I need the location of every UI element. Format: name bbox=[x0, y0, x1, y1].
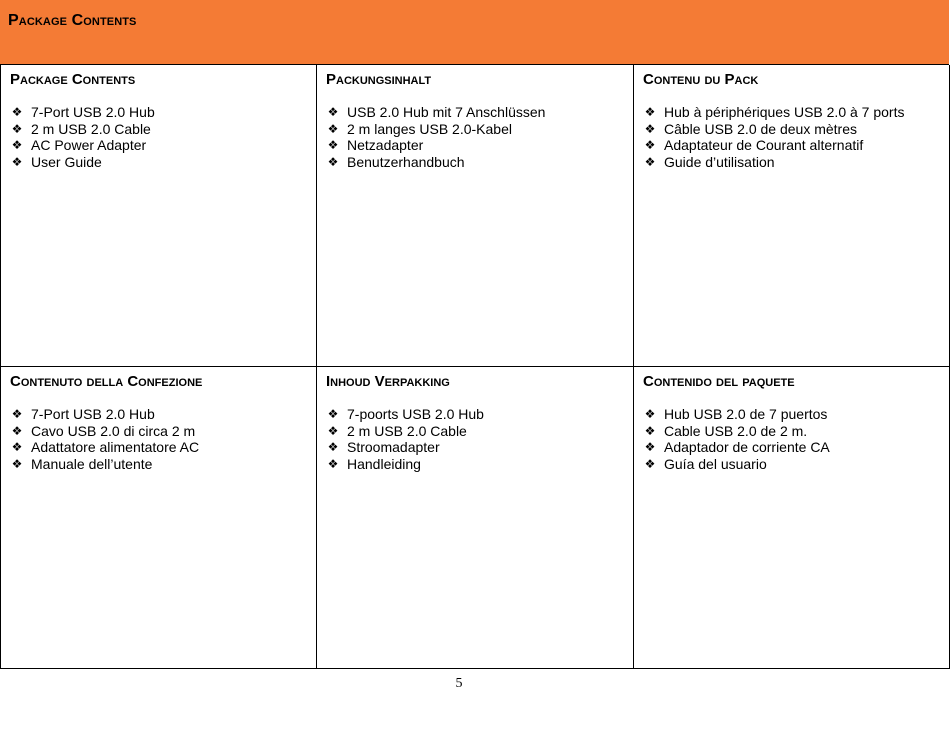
item-label: 7-poorts USB 2.0 Hub bbox=[347, 406, 484, 422]
page-number: 5 bbox=[455, 676, 463, 691]
item-label: Hub à périphériques USB 2.0 à 7 ports bbox=[664, 104, 905, 120]
diamond-bullet-icon: ❖ bbox=[644, 138, 656, 153]
list-item bbox=[10, 104, 308, 121]
item-label: Adaptateur de Courant alternatif bbox=[664, 137, 864, 154]
diamond-bullet-icon: ❖ bbox=[11, 121, 23, 136]
contents-table bbox=[0, 65, 949, 669]
page-title: Package Contents bbox=[8, 12, 137, 29]
item-list bbox=[326, 406, 625, 472]
section-dutch bbox=[317, 367, 634, 669]
diamond-bullet-icon: ❖ bbox=[327, 407, 339, 421]
item-list bbox=[326, 104, 625, 170]
list-item bbox=[10, 456, 308, 473]
diamond-bullet-icon: ❖ bbox=[644, 105, 656, 119]
list-item bbox=[326, 423, 625, 440]
item-label: 2 m langes USB 2.0-Kabel bbox=[347, 120, 512, 137]
list-item bbox=[643, 137, 941, 154]
diamond-bullet-icon: ❖ bbox=[11, 456, 23, 471]
diamond-bullet-icon: ❖ bbox=[644, 407, 656, 421]
item-label: 7-Port USB 2.0 Hub bbox=[31, 104, 155, 120]
list-item bbox=[326, 154, 625, 171]
section-title: Inhoud Verpakking bbox=[326, 373, 450, 390]
list-item bbox=[10, 423, 308, 440]
list-item bbox=[326, 439, 625, 456]
list-item bbox=[10, 154, 308, 171]
item-label: User Guide bbox=[31, 153, 102, 170]
list-item bbox=[643, 423, 941, 440]
diamond-bullet-icon: ❖ bbox=[11, 423, 23, 438]
list-item bbox=[643, 456, 941, 473]
list-item bbox=[643, 121, 941, 138]
list-item bbox=[326, 104, 625, 121]
list-item bbox=[643, 104, 941, 121]
list-item bbox=[643, 154, 941, 171]
item-label: 7-Port USB 2.0 Hub bbox=[31, 406, 155, 422]
item-list bbox=[643, 406, 941, 472]
item-label: USB 2.0 Hub mit 7 Anschlüssen bbox=[347, 104, 546, 120]
item-label: Stroomadapter bbox=[347, 439, 440, 456]
diamond-bullet-icon: ❖ bbox=[11, 138, 23, 153]
section-title: Package Contents bbox=[10, 71, 136, 88]
section-spanish bbox=[634, 367, 950, 669]
item-label: Manuale dell’utente bbox=[31, 455, 153, 472]
diamond-bullet-icon: ❖ bbox=[327, 456, 339, 471]
list-item bbox=[643, 439, 941, 456]
diamond-bullet-icon: ❖ bbox=[11, 105, 23, 119]
section-german bbox=[317, 65, 634, 367]
section-french bbox=[634, 65, 950, 367]
section-english bbox=[1, 65, 317, 367]
list-item bbox=[326, 137, 625, 154]
item-label: Adattatore alimentatore AC bbox=[31, 439, 200, 456]
diamond-bullet-icon: ❖ bbox=[644, 423, 656, 438]
item-list bbox=[643, 104, 941, 170]
item-label: Guide d’utilisation bbox=[664, 153, 775, 170]
diamond-bullet-icon: ❖ bbox=[644, 121, 656, 136]
diamond-bullet-icon: ❖ bbox=[327, 105, 339, 119]
item-label: Cavo USB 2.0 di circa 2 m bbox=[31, 422, 196, 439]
diamond-bullet-icon: ❖ bbox=[644, 440, 656, 455]
diamond-bullet-icon: ❖ bbox=[11, 407, 23, 421]
section-title: Contenuto della Confezione bbox=[10, 373, 203, 390]
list-item bbox=[10, 406, 308, 423]
item-label: AC Power Adapter bbox=[31, 137, 147, 154]
diamond-bullet-icon: ❖ bbox=[644, 456, 656, 471]
diamond-bullet-icon: ❖ bbox=[327, 440, 339, 455]
item-label: Cable USB 2.0 de 2 m. bbox=[664, 422, 808, 439]
section-title: Contenu du Pack bbox=[643, 71, 759, 88]
diamond-bullet-icon: ❖ bbox=[327, 121, 339, 136]
item-label: 2 m USB 2.0 Cable bbox=[31, 120, 151, 137]
item-label: 2 m USB 2.0 Cable bbox=[347, 422, 467, 439]
diamond-bullet-icon: ❖ bbox=[644, 154, 656, 169]
item-label: Benutzerhandbuch bbox=[347, 153, 465, 170]
list-item bbox=[326, 456, 625, 473]
diamond-bullet-icon: ❖ bbox=[327, 138, 339, 153]
list-item bbox=[326, 121, 625, 138]
item-label: Guía del usuario bbox=[664, 455, 767, 472]
item-list bbox=[10, 104, 308, 170]
item-label: Netzadapter bbox=[347, 137, 424, 154]
item-label: Adaptador de corriente CA bbox=[664, 439, 830, 456]
item-label: Câble USB 2.0 de deux mètres bbox=[664, 120, 857, 137]
item-label: Hub USB 2.0 de 7 puertos bbox=[664, 406, 828, 422]
list-item bbox=[326, 406, 625, 423]
list-item bbox=[10, 137, 308, 154]
diamond-bullet-icon: ❖ bbox=[327, 154, 339, 169]
header-bar bbox=[0, 0, 949, 65]
diamond-bullet-icon: ❖ bbox=[11, 440, 23, 455]
diamond-bullet-icon: ❖ bbox=[327, 423, 339, 438]
list-item bbox=[10, 439, 308, 456]
diamond-bullet-icon: ❖ bbox=[11, 154, 23, 169]
item-list bbox=[10, 406, 308, 472]
list-item bbox=[10, 121, 308, 138]
item-label: Handleiding bbox=[347, 455, 421, 472]
section-title: Contenido del paquete bbox=[643, 373, 795, 390]
section-italian bbox=[1, 367, 317, 669]
list-item bbox=[643, 406, 941, 423]
section-title: Packungsinhalt bbox=[326, 71, 432, 88]
